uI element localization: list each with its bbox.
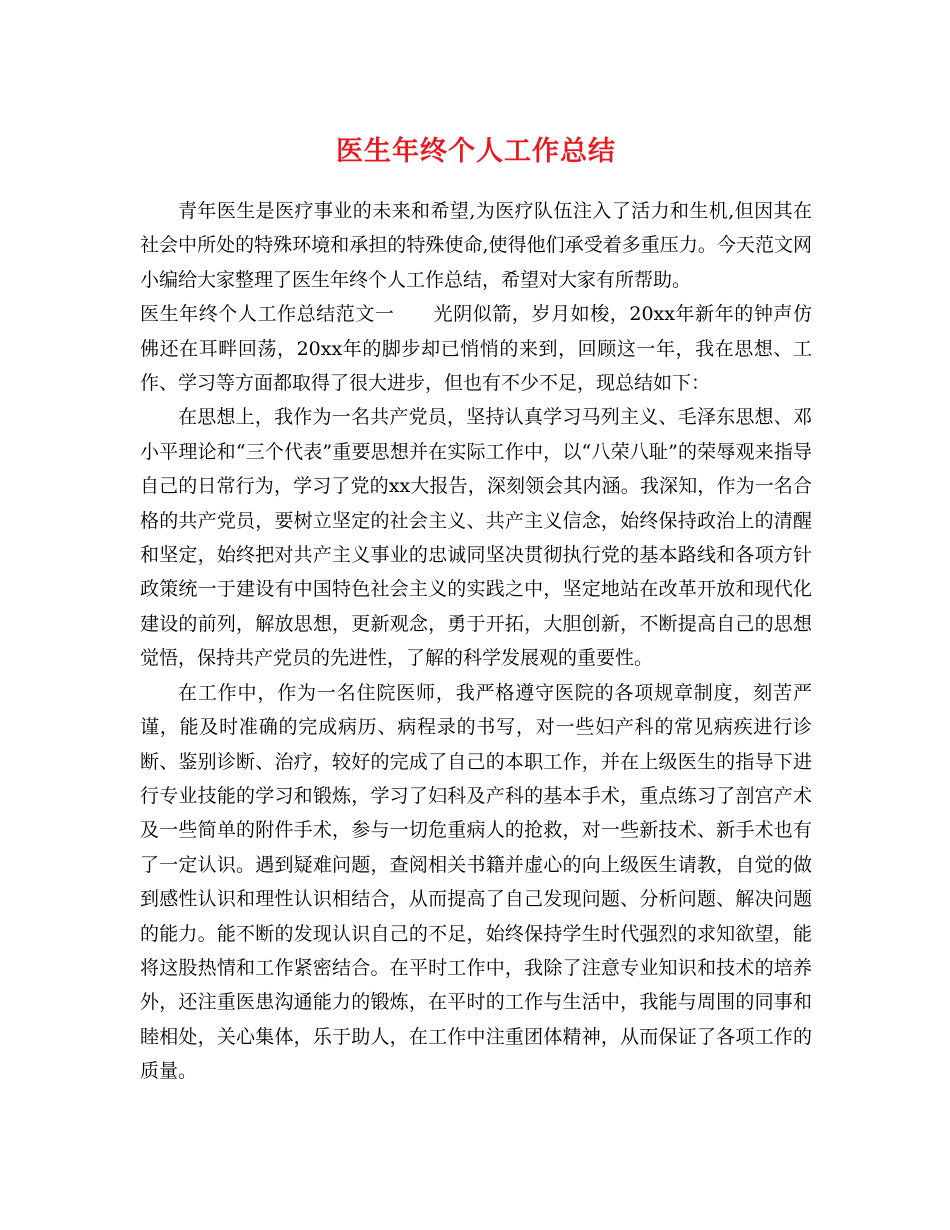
ideology-paragraph: 在思想上，我作为一名共产党员，坚持认真学习马列主义、毛泽东思想、邓小平理论和“三个代表”重要思想并在实际工作中，以“八荣八耻”的荣辱观来指导自己的日常行为，学习了党的xx大报告，深刻领会其内涵。我深知，作为一名合格的共产党员，要树立坚定的社会主义、共产主义信念，始终保持政治上的清醒和坚定，始终把对共产主义事业的忠诚同坚决贯彻执行党的基本路线和各项方针政策统一于建设有中国特色社会主义的实践之中，坚定地站在改革开放和现代化建设的前列，解放思想，更新观念，勇于开拓，大胆创新，不断提高自己的思想觉悟，保持共产党员的先进性，了解的科学发展观的重要性。: [140, 406, 812, 670]
section-heading-paragraph: 医生年终个人工作总结范文一 光阴似箭，岁月如梭，20xx年新年的钟声仿佛还在耳畔回荡，20xx年的脚步却已悄悄的来到，回顾这一年，我在思想、工作、学习等方面都取得了很大进步，但也有不少不足，现总结如下：: [140, 303, 812, 395]
work-paragraph: 在工作中，作为一名住院医师，我严格遵守医院的各项规章制度，刻苦严谨，能及时准确的完成病历、病程录的书写，对一些妇产科的常见病疾进行诊断、鉴别诊断、治疗，较好的完成了自己的本职工作，并在上级医生的指导下进行专业技能的学习和锻炼，学习了妇科及产科的基本手术，重点练习了剖宫产术及一些简单的附件手术，参与一切危重病人的抢救，对一些新技术、新手术也有了一定认识。遇到疑难问题，查阅相关书籍并虚心的向上级医生请教，自觉的做到感性认识和理性认识相结合，从而提高了自己发现问题、分析问题、解决问题的能力。能不断的发现认识自己的不足，始终保持学生时代强烈的求知欲望，能将这股热情和工作紧密结合。在平时工作中，我除了注意专业知识和技术的培养外，还注重医患沟通能力的锻炼，在平时的工作与生活中，我能与周围的同事和睦相处，关心集体，乐于助人，在工作中注重团体精神，从而保证了各项工作的质量。: [140, 681, 812, 1083]
intro-paragraph: 青年医生是医疗事业的未来和希望,为医疗队伍注入了活力和生机,但因其在社会中所处的特殊环境和承担的特殊使命,使得他们承受着多重压力。今天范文网小编给大家整理了医生年终个人工作总结，希望对大家有所帮助。: [140, 200, 812, 291]
document-body: [140, 194, 812, 1089]
document-page: [140, 0, 812, 1089]
page-title: 医生年终个人工作总结: [336, 136, 616, 167]
